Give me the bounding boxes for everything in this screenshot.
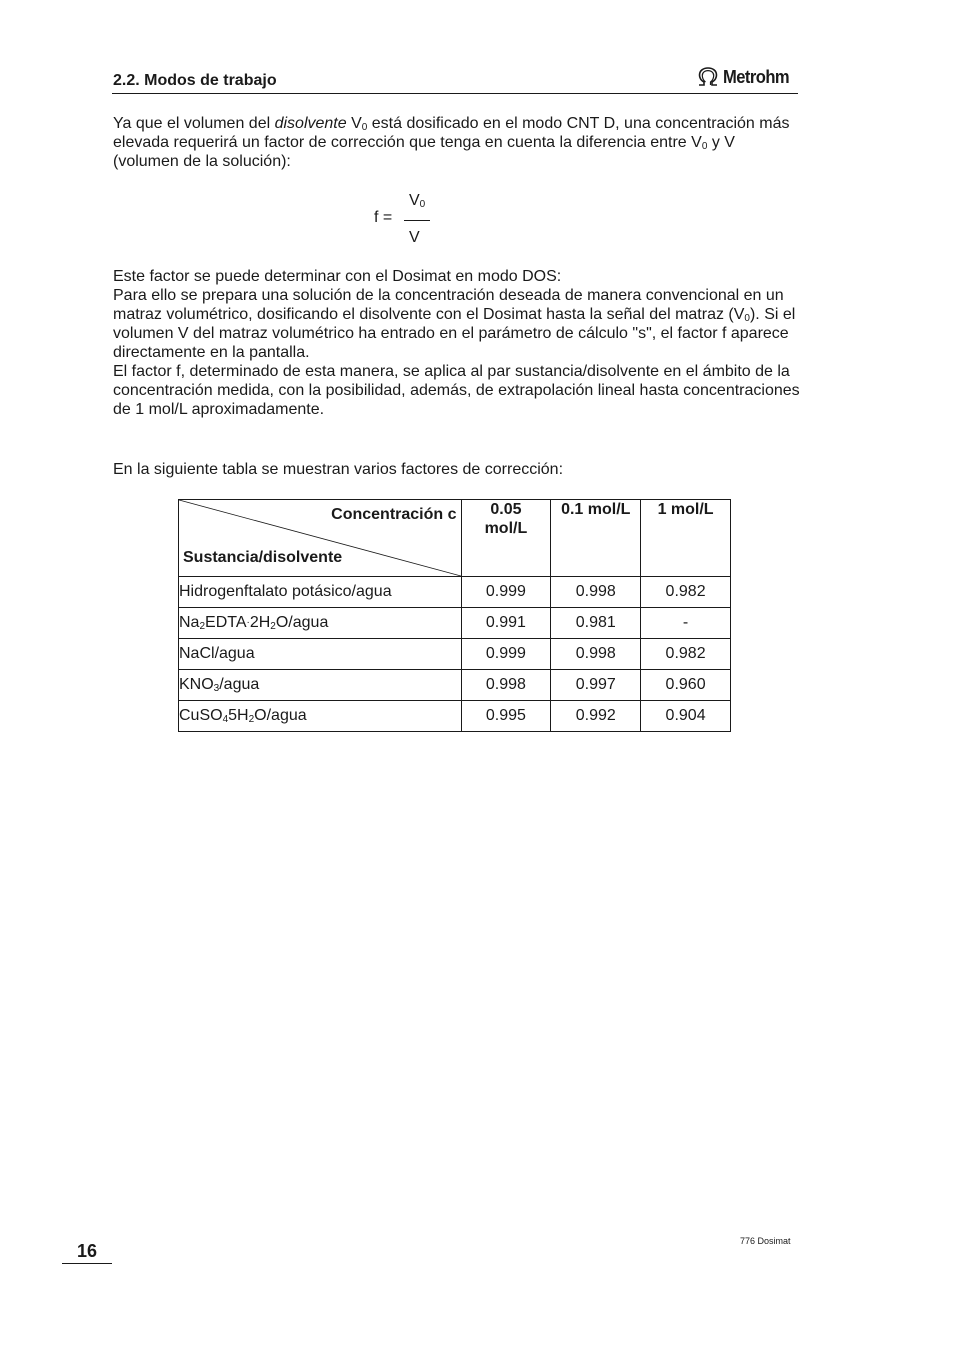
formula-numerator-sub: 0 bbox=[419, 199, 426, 210]
method-line-2a: Para ello se prepara una solución de la concentración deseada de manera convencional en un matraz volumétrico, dosificando el disolvente con el Dosimat hasta la señal del matraz (V bbox=[113, 287, 784, 323]
substance-part: Hidrogenftalato potásico/agua bbox=[179, 583, 392, 600]
substance-part: 3 bbox=[213, 683, 220, 694]
method-line-2b: ). Si el volumen V del matraz volumétrico ha entrado en el parámetro de cálculo "s", el factor f aparece directamente en la pantalla. bbox=[113, 306, 796, 361]
factor-value: 0.981 bbox=[551, 608, 641, 639]
intro-text-2: está dosificado en el modo CNT D, una concentración más elevada requerirá un factor de corrección que tenga en cuenta la diferencia entre V bbox=[113, 115, 790, 151]
table-row bbox=[179, 577, 731, 608]
substance-cell bbox=[179, 639, 462, 670]
factor-value: 0.982 bbox=[641, 639, 731, 670]
factor-value: 0.998 bbox=[551, 639, 641, 670]
substance-cell bbox=[179, 608, 462, 639]
method-line-3: El factor f, determinado de esta manera, se aplica al par sustancia/disolvente en el ámbito de la concentración medida, con la posibilidad, además, de extrapolación lineal hasta concentraciones de 1 mol/L aproximadamente. bbox=[113, 363, 800, 418]
footer-rule bbox=[62, 1263, 112, 1264]
page-number: 16 bbox=[77, 1241, 98, 1261]
col-header-005 bbox=[461, 500, 551, 577]
substance-part: /agua bbox=[219, 676, 260, 693]
intro-v: V bbox=[346, 115, 362, 132]
table-header-row bbox=[179, 500, 731, 577]
method-line-2 bbox=[113, 286, 803, 362]
substance-part: · bbox=[246, 617, 250, 628]
factor-value: 0.991 bbox=[461, 608, 551, 639]
substance-part: KNO bbox=[179, 676, 214, 693]
factor-value: - bbox=[641, 608, 731, 639]
substance-part: 4 bbox=[222, 714, 229, 725]
concentration-label: Concentración c bbox=[331, 506, 457, 523]
intro-italic: disolvente bbox=[274, 115, 347, 132]
method-paragraph bbox=[113, 267, 803, 419]
substance-part: 2H bbox=[249, 614, 271, 631]
correction-factor-table bbox=[178, 499, 731, 732]
table-corner-cell bbox=[179, 500, 462, 577]
substance-part: CuSO bbox=[179, 707, 223, 724]
formula-denominator: V bbox=[409, 229, 420, 246]
formula-numerator bbox=[409, 192, 425, 210]
omega-icon bbox=[696, 66, 720, 88]
col1-line1: 0.05 bbox=[490, 501, 522, 518]
substance-part: 2 bbox=[270, 621, 276, 632]
table-row bbox=[179, 670, 731, 701]
substance-part: 2 bbox=[248, 714, 255, 725]
factor-value: 0.997 bbox=[551, 670, 641, 701]
factor-value: 0.995 bbox=[461, 701, 551, 732]
table-row bbox=[179, 701, 731, 732]
correction-formula bbox=[374, 192, 454, 252]
intro-sub-2: 0 bbox=[701, 141, 708, 152]
table-intro: En la siguiente tabla se muestran varios factores de corrección: bbox=[113, 461, 564, 478]
substance-cell bbox=[179, 670, 462, 701]
factor-value: 0.998 bbox=[461, 670, 551, 701]
method-line-1: Este factor se puede determinar con el Dosimat en modo DOS: bbox=[113, 268, 562, 285]
substance-cell bbox=[179, 701, 462, 732]
substance-part: 5H bbox=[228, 707, 249, 724]
substance-part: O/agua bbox=[254, 707, 307, 724]
substance-cell bbox=[179, 577, 462, 608]
logo-wordmark: Metrohm bbox=[723, 66, 790, 87]
intro-paragraph bbox=[113, 114, 803, 171]
formula-numerator-text: V bbox=[409, 192, 420, 209]
metrohm-logo bbox=[696, 66, 795, 88]
factor-value: 0.992 bbox=[551, 701, 641, 732]
intro-text-3: y V (volumen de la solución): bbox=[113, 134, 735, 170]
substance-part: NaCl/agua bbox=[179, 645, 255, 662]
section-title: 2.2. Modos de trabajo bbox=[113, 72, 277, 89]
table-row bbox=[179, 639, 731, 670]
substance-part: O/agua bbox=[275, 614, 329, 631]
intro-text-1: Ya que el volumen del bbox=[113, 115, 275, 132]
substance-part: Na bbox=[179, 614, 200, 631]
col-header-1: 1 mol/L bbox=[641, 500, 731, 577]
substance-part: 2 bbox=[199, 621, 206, 632]
fraction-bar bbox=[404, 220, 430, 221]
header-rule bbox=[112, 93, 798, 94]
factor-value: 0.999 bbox=[461, 639, 551, 670]
product-name: 776 Dosimat bbox=[740, 1236, 791, 1246]
col1-line2: mol/L bbox=[484, 520, 528, 537]
factor-value: 0.998 bbox=[551, 577, 641, 608]
factor-value: 0.904 bbox=[641, 701, 731, 732]
col-header-01: 0.1 mol/L bbox=[551, 500, 641, 577]
formula-lhs: f = bbox=[374, 209, 393, 226]
method-line-2-sub: 0 bbox=[744, 313, 750, 324]
factor-value: 0.999 bbox=[461, 577, 551, 608]
factor-value: 0.960 bbox=[641, 670, 731, 701]
substance-part: EDTA bbox=[205, 614, 247, 631]
factor-value: 0.982 bbox=[641, 577, 731, 608]
substance-label: Sustancia/disolvente bbox=[183, 549, 343, 566]
intro-sub-1: 0 bbox=[361, 122, 368, 133]
table-row bbox=[179, 608, 731, 639]
